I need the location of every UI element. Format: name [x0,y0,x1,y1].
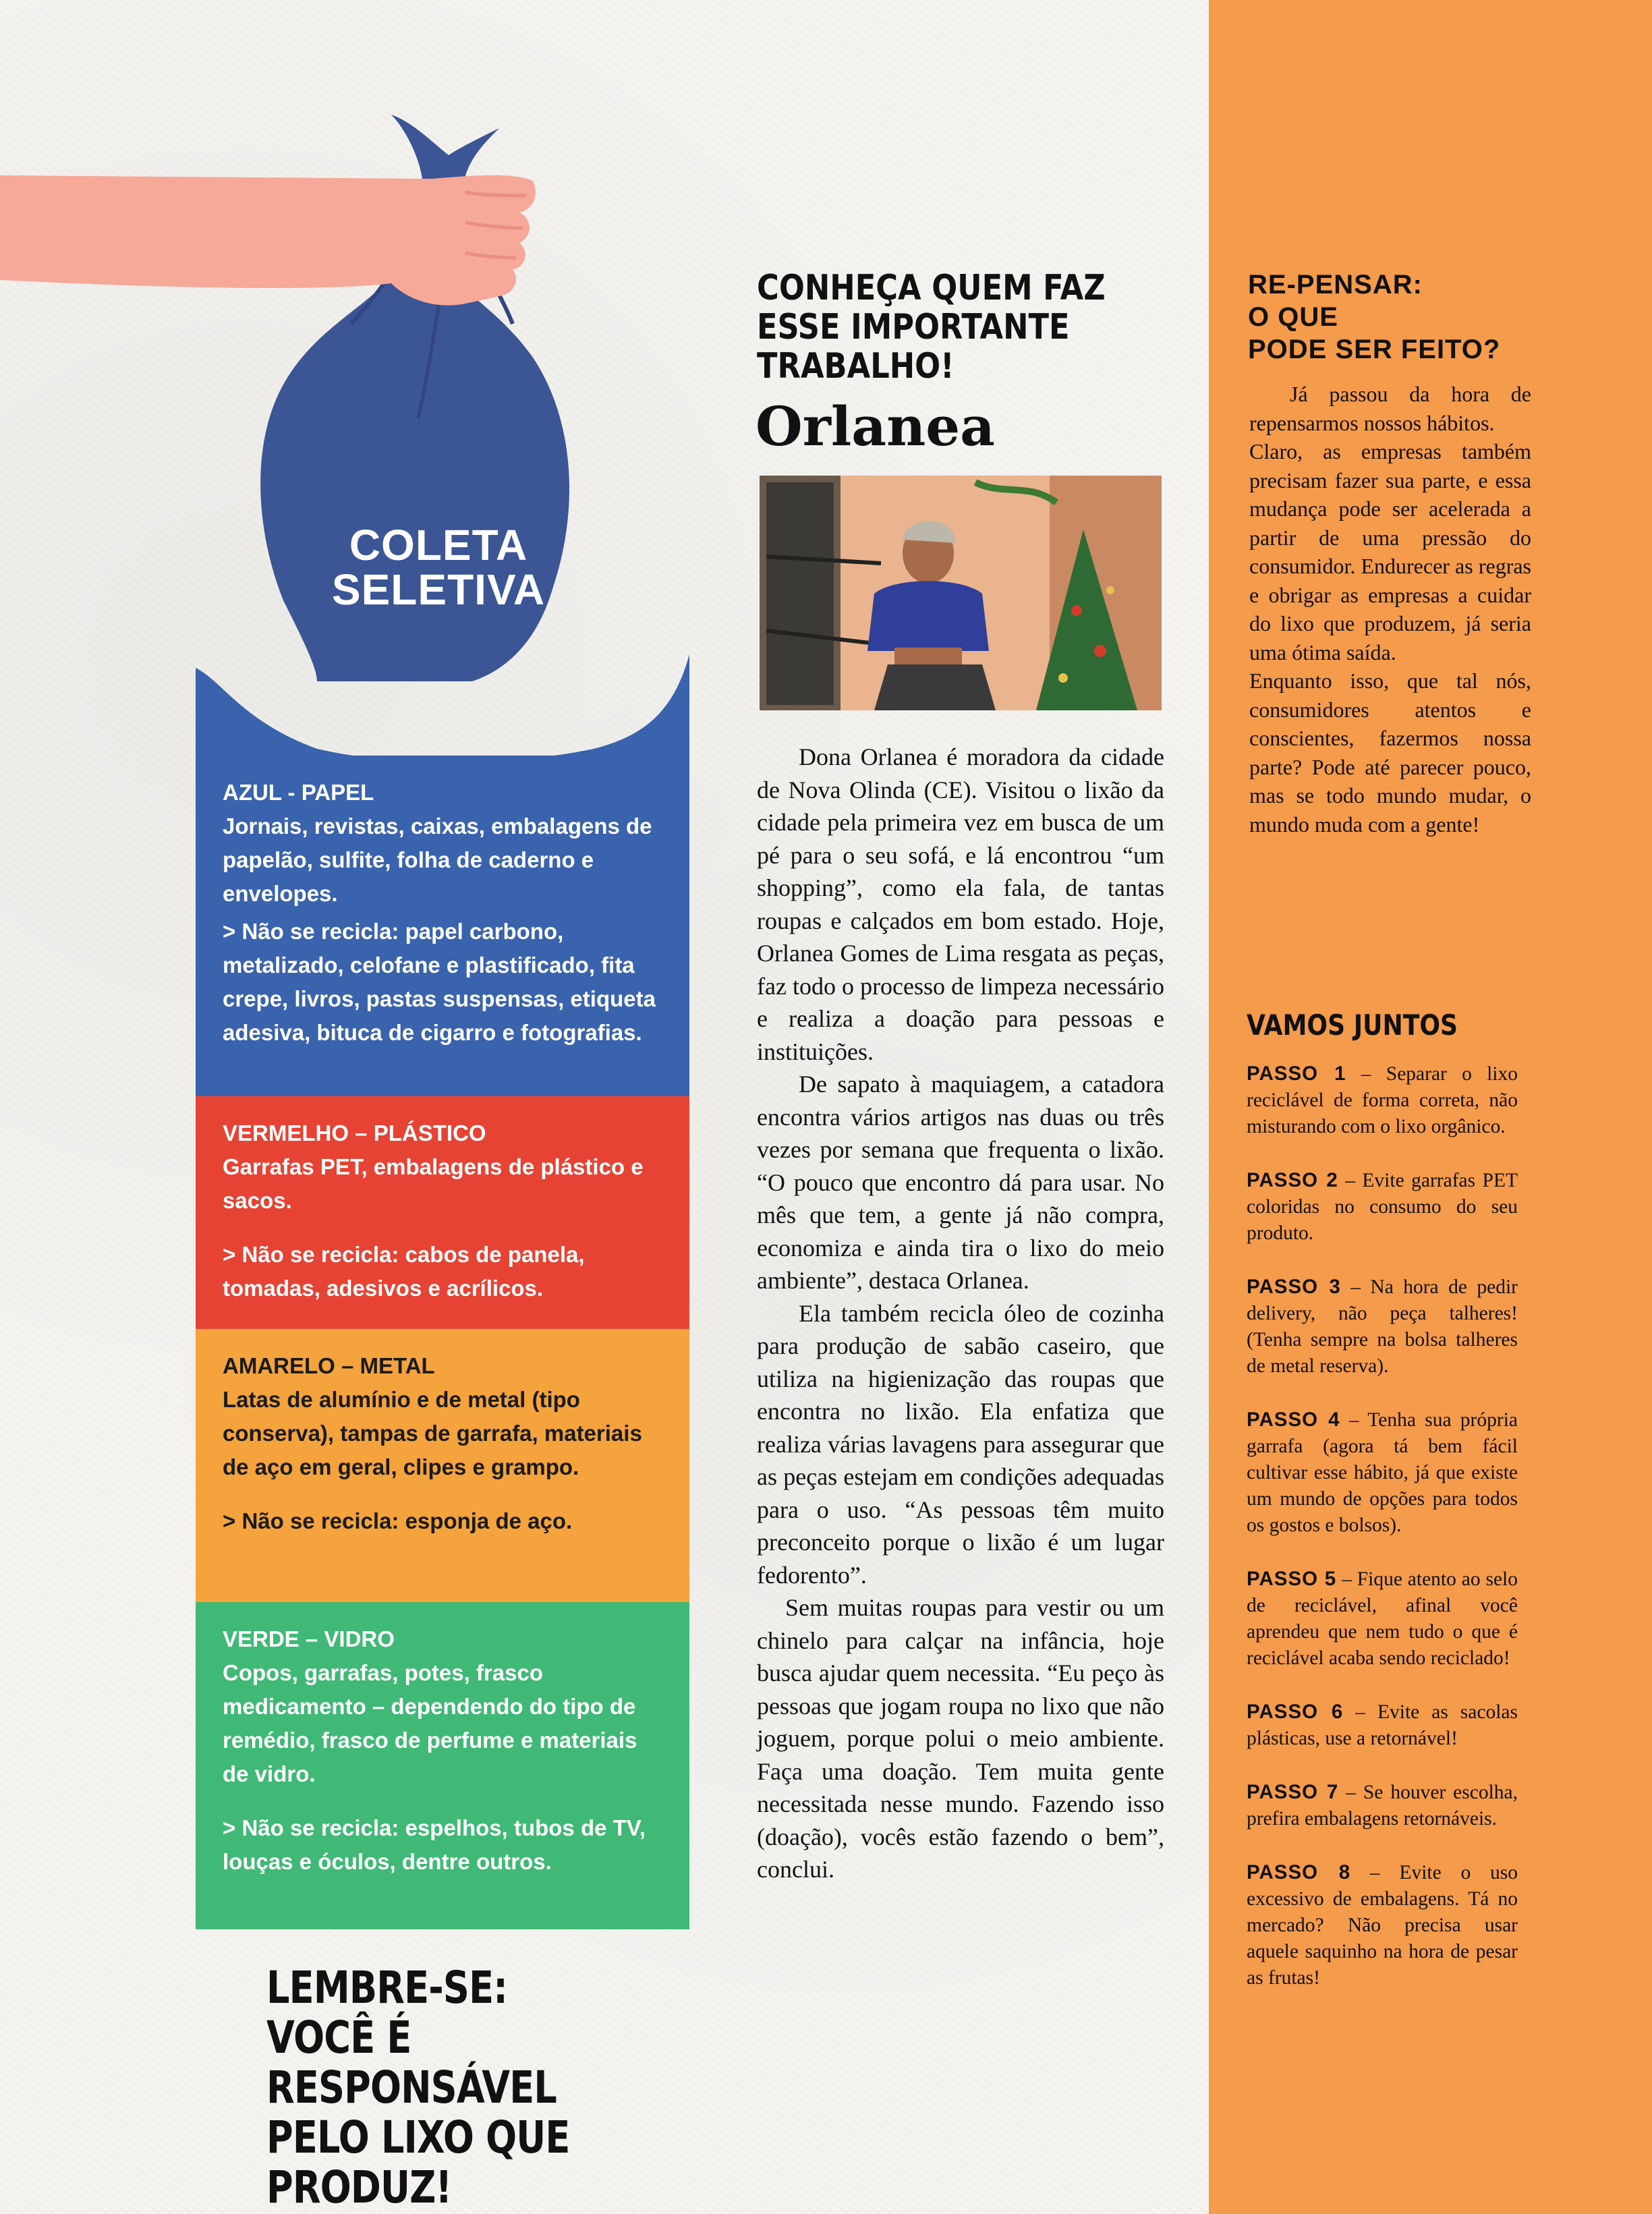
article-paragraph: De sapato à maquiagem, a catadora encontra vários artigos nas duas ou três vezes por semana que frequenta o lixão. “O pouco que encontro dá para usar. No mês que tem, a gente já não compra, economiza e ainda tira o lixo do meio ambiente”, destaca Orlanea. [757,1071,1164,1294]
vamos-juntos-heading: VAMOS JUNTOS [1247,1009,1458,1042]
trash-bag-illustration [0,101,702,776]
step-text: – Evite garrafas PET coloridas no consumo do seu produto. [1247,1170,1518,1244]
repensar-heading-line1: RE-PENSAR: [1248,270,1423,300]
step-item [1247,1566,1518,1672]
step-item [1247,1779,1518,1832]
arm [0,175,536,306]
step-text: – Na hora de pedir delivery, não peça talheres! (Tenha sempre na bolsa talheres de metal reserva). [1247,1276,1518,1377]
bag-title-line1: COLETA [349,521,528,569]
step-label: PASSO 6 [1247,1701,1344,1723]
step-label: PASSO 5 [1247,1568,1337,1590]
coleta-seletiva-title [290,523,587,612]
article-paragraph: Sem muitas roupas para vestir ou um chinelo para calçar na infância, hoje busca ajudar quem necessita. “Eu peço às pessoas que jogam roupa no lixo que não joguem, porque polui o meio ambiente. Faça uma doação. Tem muita gente necessitada nesse mundo. Fazendo isso (doação), vocês estão fazendo o bem”, conclui. [757,1594,1164,1883]
block-heading: VERMELHO – PLÁSTICO [223,1120,486,1145]
block-not-recycled: > Não se recicla: espelhos, tubos de TV, louças e óculos, dentre outros. [223,1815,646,1874]
orlanea-photo [760,476,1162,710]
bag-title-line2: SELETIVA [331,565,546,614]
step-item [1247,1167,1518,1247]
block-body: Latas de alumínio e de metal (tipo conserva), tampas de garrafa, materiais de aço em geral, clipes e grampo. [223,1387,642,1479]
step-label: PASSO 7 [1247,1781,1339,1803]
step-label: PASSO 1 [1247,1062,1346,1085]
step-text: – Evite as sacolas plásticas, use a retornável! [1247,1701,1518,1749]
intro-paragraph: Já passou da hora de repensarmos nossos hábitos. [1249,382,1531,435]
profile-name: Orlanea [756,395,995,458]
step-item [1247,1699,1518,1752]
block-body: Jornais, revistas, caixas, embalagens de papelão, sulfite, folha de caderno e envelopes. [223,814,652,906]
intro-paragraph: Enquanto isso, que tal nós, consumidores atentos e conscientes, fazermos nossa parte? Pode até parecer pouco, mas se todo mundo mudar, o mundo muda com a gente! [1249,669,1531,836]
intro-paragraph: Claro, as empresas também precisam fazer sua parte, e essa mudança pode ser acelerada a partir de uma pressão do consumidor. Endurecer as regras e obrigar as empresas a cuidar do lixo que produzem, já seria uma ótima saída. [1249,439,1531,664]
repensar-heading [1248,268,1612,366]
block-yellow-metal [196,1329,689,1602]
repensar-intro [1249,380,1531,839]
block-not-recycled: > Não se recicla: papel carbono, metalizado, celofane e plastificado, fita crepe, livros, pastas suspensas, etiqueta adesiva, bituca de cigarro e fotografias. [223,919,656,1045]
step-text: – Evite o uso excessivo de embalagens. Tá no mercado? Não precisa usar aquele saquinho na hora de pesar as frutas! [1247,1862,1518,1989]
middle-heading: CONHEÇA QUEM FAZ ESSE IMPORTANTE TRABALHO! [757,268,1106,387]
block-green-glass [196,1602,689,1929]
steps-list [1247,1060,1518,2018]
step-label: PASSO 2 [1247,1169,1338,1191]
step-label: PASSO 8 [1247,1861,1351,1883]
step-text: – Fique atento ao selo de reciclável, afinal você aprendeu que nem tudo o que é reciclável acaba sendo reciclado! [1247,1568,1518,1669]
block-red-plastic [196,1096,689,1329]
step-text: – Separar o lixo reciclável de forma correta, não misturando com o lixo orgânico. [1247,1063,1518,1137]
repensar-heading-line2: O QUE [1248,302,1338,332]
block-not-recycled: > Não se recicla: esponja de aço. [223,1508,573,1533]
step-text: – Se houver escolha, prefira embalagens retornáveis. [1247,1782,1518,1829]
block-body: Copos, garrafas, potes, frasco medicamento – dependendo do tipo de remédio, frasco de perfume e materiais de vidro. [223,1660,637,1786]
middle-article [757,741,1164,1886]
step-item [1247,1060,1518,1140]
step-item [1247,1274,1518,1380]
step-label: PASSO 3 [1247,1276,1341,1298]
block-body: Garrafas PET, embalagens de plástico e sacos. [223,1154,644,1213]
remember-callout: LEMBRE-SE: VOCÊ É RESPONSÁVEL PELO LIXO QUE PRODUZ! [266,1962,570,2213]
article-paragraph: Dona Orlanea é moradora da cidade de Nova Olinda (CE). Visitou o lixão da cidade pela primeira vez em busca de um pé para o seu sofá, e lá encontrou “um shopping”, como ela fala, de tantas roupas e calçados em bom estado. Hoje, Orlanea Gomes de Lima resgata as peças, faz todo o processo de limpeza necessário e realiza a doação para pessoas e instituições. [757,743,1164,1065]
block-blue-paper [196,756,689,1096]
block-heading: VERDE – VIDRO [223,1626,395,1651]
step-item [1247,1859,1518,1991]
block-heading: AMARELO – METAL [223,1353,435,1378]
step-item [1247,1407,1518,1539]
article-paragraph: Ela também recicla óleo de cozinha para produção de sabão caseiro, que utiliza na higienização das roupas que encontra no lixão. Ela enfatiza que realiza várias lavagens para assegurar que as peças estejam em condições adequadas para o uso. “As pessoas têm muito preconceito porque o lixão é um lugar fedorento”. [757,1299,1164,1589]
block-heading: AZUL - PAPEL [223,780,374,805]
step-label: PASSO 4 [1247,1409,1340,1431]
step-text: – Tenha sua própria garrafa (agora tá bem fácil cultivar esse hábito, já que existe um mundo de opções para todos os gostos e bolsos). [1247,1409,1518,1536]
bag-body [260,260,569,681]
block-not-recycled: > Não se recicla: cabos de panela, tomadas, adesivos e acrílicos. [223,1242,585,1301]
repensar-heading-line3: PODE SER FEITO? [1248,335,1501,364]
